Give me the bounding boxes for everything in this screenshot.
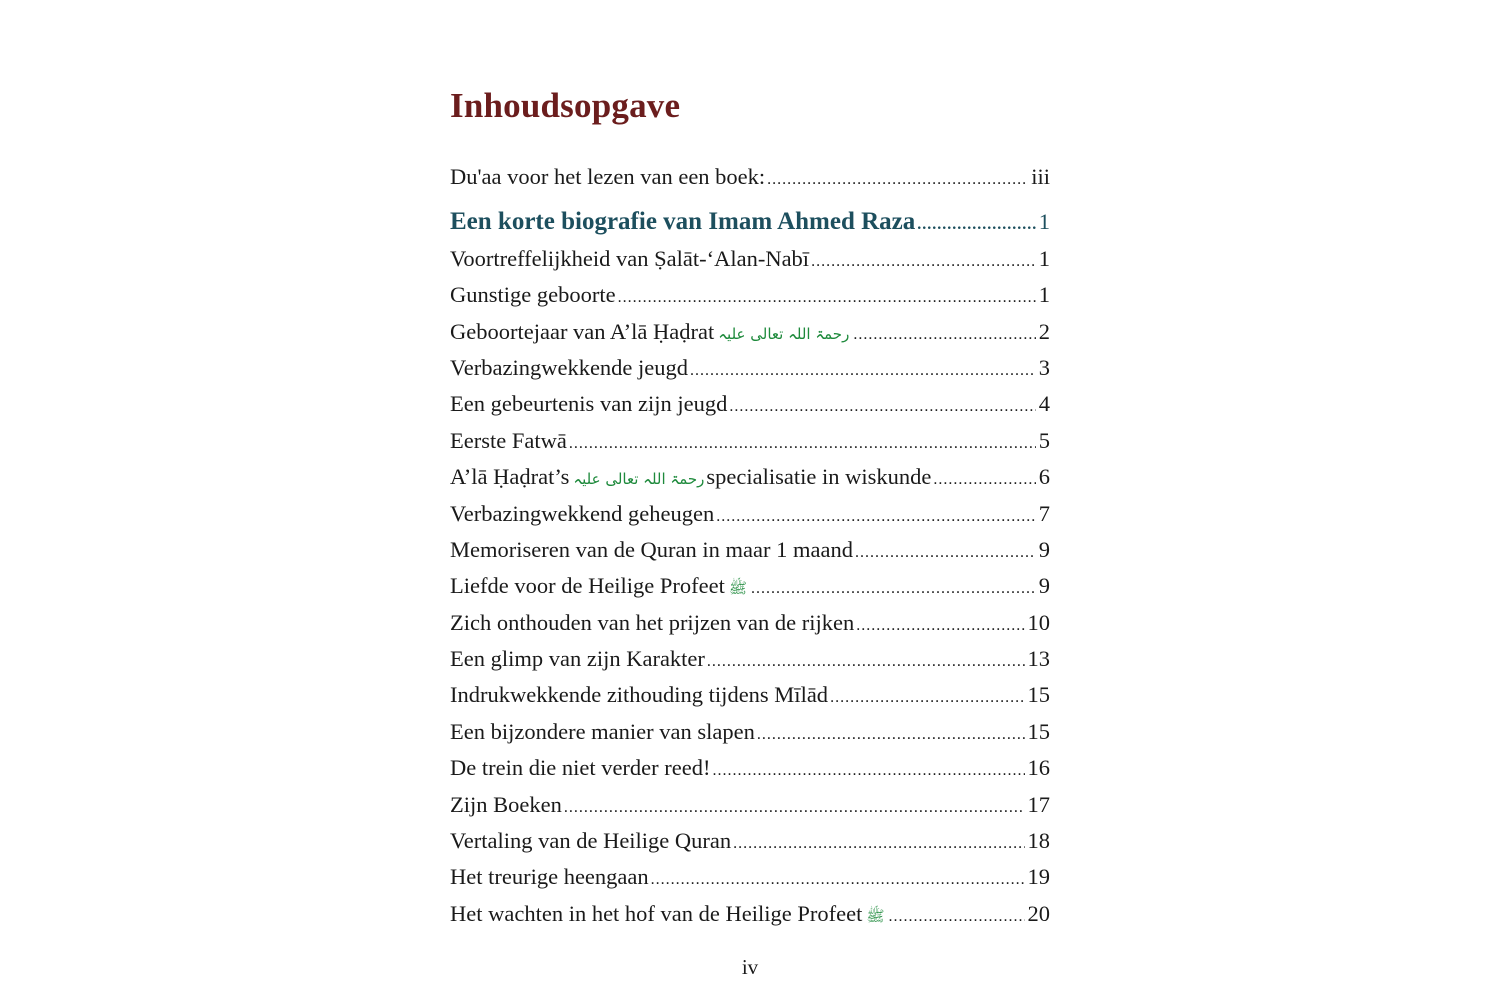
toc-entry[interactable] [450,896,1050,932]
toc-entry-label: Memoriseren van de Quran in maar 1 maand [450,536,853,562]
toc-entry-page: 15 [1027,718,1050,744]
toc-entry-page: 20 [1027,900,1050,926]
toc-entry-label: Verbazingwekkende jeugd [450,354,689,380]
dot-leader [651,862,1025,898]
toc-entry-page: 13 [1027,646,1050,672]
toc-entry-label: A’lā Ḥaḍrat’s [450,464,570,490]
toc-entry-page: 9 [1038,536,1050,562]
toc-entry-page: 1 [1038,209,1050,235]
honorific-calligraphy-icon: رحمۃ اللہ تعالی علیہ [718,324,850,343]
dot-leader [757,717,1025,753]
toc-chapter-biografie[interactable] [450,204,1050,240]
dot-leader [713,753,1025,789]
dot-leader [733,826,1024,862]
toc-entry-page: 6 [1038,464,1050,490]
toc-entry-label: Een gebeurtenis van zijn jeugd [450,391,728,417]
toc-entry-page: 1 [1038,282,1050,308]
toc-entry-label: Vertaling van de Heilige Quran [450,828,732,854]
toc-entry-label: Zijn Boeken [450,791,562,817]
dot-leader [707,644,1025,680]
dot-leader [811,244,1036,280]
toc-entry-page: 10 [1027,609,1050,635]
toc-entry-label: Zich onthouden van het prijzen van de rijken [450,609,855,635]
toc-entry-label: Liefde voor de Heilige Profeet [450,573,725,599]
toc-entry[interactable] [450,750,1050,786]
dot-leader [716,499,1035,535]
dot-leader [855,535,1036,571]
toc-entry[interactable] [450,823,1050,859]
toc-entry-page: 7 [1038,500,1050,526]
toc-entry[interactable] [450,423,1050,459]
toc-entry-label: Voortreffelijkheid van Ṣalāt-‘Alan-Nabī [450,245,810,271]
toc-entry-label: Indrukwekkende zithouding tijdens Mīlād [450,682,829,708]
toc-entry[interactable] [450,496,1050,532]
dot-leader [618,280,1036,316]
toc-entry[interactable] [450,459,1050,495]
toc-entry[interactable] [450,605,1050,641]
toc-entry-page: 4 [1038,391,1050,417]
toc-entry-page: 1 [1038,245,1050,271]
toc-entry[interactable] [450,277,1050,313]
toc-entry-label: Gunstige geboorte [450,282,616,308]
honorific-calligraphy-icon: ﷺ [728,579,748,598]
toc-entry-page: 3 [1038,354,1050,380]
toc-entry-label: Een bijzondere manier van slapen [450,718,755,744]
honorific-calligraphy-icon: ﷺ [866,906,885,925]
dot-leader [564,790,1025,826]
toc-entry-page: 2 [1038,318,1050,344]
dot-leader [853,317,1035,353]
toc-entry[interactable] [450,787,1050,823]
toc-entry[interactable] [450,386,1050,422]
toc-entry-page: 17 [1027,791,1050,817]
toc-entry-label-continued: specialisatie in wiskunde [706,464,932,490]
toc-entry-page: 15 [1027,682,1050,708]
toc-entry-page: iii [1031,164,1050,189]
toc-entry[interactable] [450,714,1050,750]
table-of-contents [450,159,1050,932]
toc-entry[interactable] [450,641,1050,677]
honorific-calligraphy-icon: رحمۃ اللہ تعالی علیہ [573,470,705,489]
dot-leader [751,571,1036,607]
dot-leader [933,462,1035,498]
page-number: iv [741,955,759,979]
toc-entry-label: Een korte biografie van Imam Ahmed Raza [450,208,916,236]
page-title: Inhoudsopgave [450,86,681,125]
toc-entry-label: De trein die niet verder reed! [450,755,711,781]
dot-leader [856,608,1024,644]
toc-entry[interactable] [450,568,1050,604]
dot-leader [690,353,1036,389]
toc-entry-label: Een glimp van zijn Karakter [450,646,705,672]
toc-entry-label: Verbazingwekkend geheugen [450,500,715,526]
dot-leader [767,162,1028,198]
dot-leader [729,389,1035,425]
toc-entry-page: 19 [1027,864,1050,890]
toc-entry-label: Het wachten in het hof van de Heilige Profeet [450,900,863,926]
toc-entry[interactable] [450,677,1050,713]
toc-entry-label: Eerste Fatwā [450,427,567,453]
toc-entry-label: Het treurige heengaan [450,864,649,890]
document-page [450,78,1050,932]
toc-entry[interactable] [450,350,1050,386]
dot-leader [888,899,1024,935]
toc-entry[interactable] [450,314,1050,350]
toc-entry-duaa[interactable] [450,159,1050,195]
toc-entry-label: Geboortejaar van A’lā Ḥaḍrat [450,318,715,344]
dot-leader [917,207,1036,243]
toc-entry-label: Du'aa voor het lezen van een boek: [450,164,766,189]
toc-entry-page: 5 [1038,427,1050,453]
dot-leader [569,426,1036,462]
toc-entry[interactable] [450,859,1050,895]
toc-entry-page: 9 [1038,573,1050,599]
toc-entry-page: 18 [1027,828,1050,854]
toc-entry-page: 16 [1027,755,1050,781]
dot-leader [830,680,1024,716]
toc-entry[interactable] [450,532,1050,568]
toc-entry[interactable] [450,241,1050,277]
